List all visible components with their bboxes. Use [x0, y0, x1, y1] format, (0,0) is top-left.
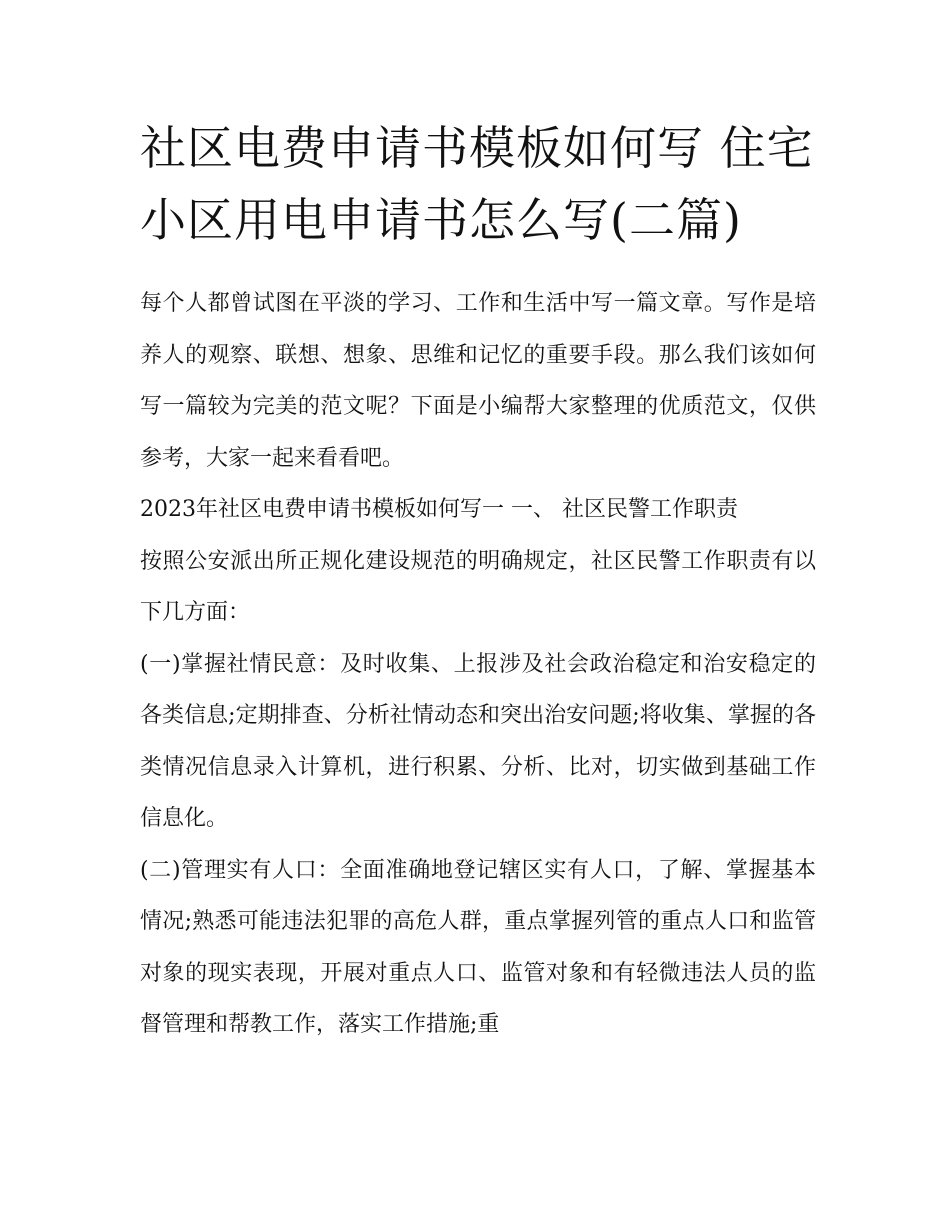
- document-body: [140, 112, 816, 1051]
- paragraph-duty-1: (一)掌握社情民意：及时收集、上报涉及社会政治稳定和治安稳定的各类信息;定期排查、分析社情动态和突出治安问题;将收集、掌握的各类情况信息录入计算机，进行积累、分析、比对，切实做到基础工作信息化。: [140, 651, 816, 831]
- document-title: 社区电费申请书模板如何写 住宅小区用电申请书怎么写(二篇): [140, 121, 814, 247]
- paragraph-intro: 每个人都曾试图在平淡的学习、工作和生活中写一篇文章。写作是培养人的观察、联想、想象、思维和记忆的重要手段。那么我们该如何写一篇较为完美的范文呢？下面是小编帮大家整理的优质范文，仅供参考，大家一起来看看吧。: [140, 291, 816, 471]
- paragraph-section-heading: 2023年社区电费申请书模板如何写一 一、 社区民警工作职责: [140, 497, 738, 522]
- paragraph-duties-intro: 按照公安派出所正规化建设规范的明确规定，社区民警工作职责有以下几方面：: [140, 548, 816, 625]
- document-paragraphs: [140, 278, 816, 1051]
- paragraph-duty-2: (二)管理实有人口：全面准确地登记辖区实有人口，了解、掌握基本情况;熟悉可能违法犯罪的高危人群，重点掌握列管的重点人口和监管对象的现实表现，开展对重点人口、监管对象和有轻微违法人员的监督管理和帮教工作，落实工作措施;重: [140, 857, 816, 1037]
